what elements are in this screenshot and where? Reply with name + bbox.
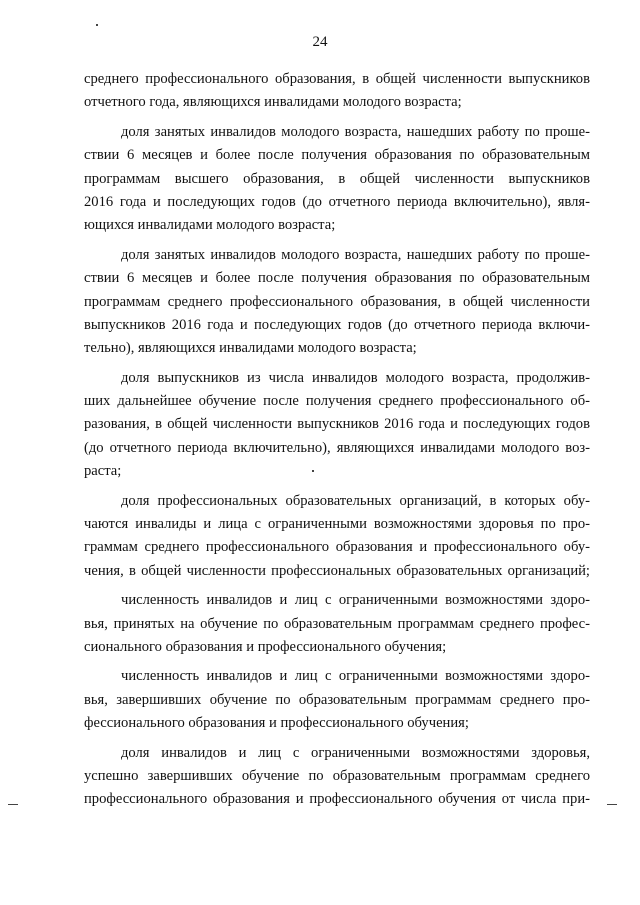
paragraph (84, 589, 590, 659)
text-line: программам высшего образования, в общей численности выпускников (84, 170, 590, 187)
text-line: отчетного года, являющихся инвалидами молодого возраста; (84, 94, 462, 111)
text-line: профессионального образования и профессионального обучения от числа при- (84, 791, 590, 808)
text-line: доля профессиональных образовательных организаций, в которых обу- (121, 492, 590, 509)
text-line: ющихся инвалидами молодого возраста; (84, 217, 336, 234)
text-line: среднего профессионального образования, в общей численности выпускников (84, 71, 590, 87)
text-line: ствии 6 месяцев и более после получения образования по образовательным (84, 270, 590, 287)
text-line: сионального образования и профессионального обучения; (84, 638, 447, 655)
text-line: разования, в общей численности выпускников 2016 года и последующих годов (84, 416, 590, 433)
text-line: фессионального образования и профессионального обучения; (84, 715, 469, 732)
scan-artifact (312, 470, 314, 472)
text-line: вья, завершивших обучение по образовательным программам среднего про- (84, 691, 590, 708)
text-line: тельно), являющихся инвалидами молодого возраста; (84, 340, 417, 357)
text-line: успешно завершивших обучение по образовательным программам среднего (84, 767, 590, 784)
text-line: численность инвалидов и лиц с ограниченными возможностями здоро- (121, 668, 590, 685)
text-line: доля инвалидов и лиц с ограниченными возможностями здоровья, (121, 744, 590, 761)
text-line: ствии 6 месяцев и более после получения образования по образовательным (84, 147, 590, 164)
text-line: чаются инвалиды и лица с ограниченными возможностями здоровья по про- (84, 516, 590, 533)
text-line: доля занятых инвалидов молодого возраста, нашедших работу по проше- (121, 246, 590, 263)
text-line: граммам среднего профессионального образования и профессионального обу- (84, 539, 590, 556)
scan-artifact (607, 804, 617, 805)
paragraph-continuation (84, 68, 590, 115)
text-line: доля занятых инвалидов молодого возраста, нашедших работу по проше- (121, 123, 590, 140)
text-line: программам среднего профессионального образования, в общей численности (84, 293, 590, 310)
text-line: численность инвалидов и лиц с ограниченными возможностями здоро- (121, 592, 590, 609)
paragraph (84, 665, 590, 735)
paragraph (84, 367, 590, 484)
text-line: раста; (84, 463, 122, 480)
paragraph (84, 490, 590, 584)
text-line: чения, в общей численности профессиональных образовательных организаций; (84, 562, 590, 579)
text-line: (до отчетного периода включительно), являющихся инвалидами молодого воз- (84, 439, 590, 456)
paragraph (84, 244, 590, 361)
text-line: выпускников 2016 года и последующих годов (до отчетного периода включи- (84, 316, 590, 333)
text-line: 2016 года и последующих годов (до отчетного периода включительно), явля- (84, 193, 590, 210)
text-line: ших дальнейшее обучение после получения среднего профессионального об- (84, 393, 590, 410)
text-line: вья, принятых на обучение по образовательным программам среднего профес- (84, 615, 590, 632)
paragraph (84, 121, 590, 238)
scan-artifact (96, 24, 98, 26)
paragraph (84, 742, 590, 812)
page-number: 24 (312, 34, 328, 50)
body-text (84, 68, 590, 818)
text-line: доля выпускников из числа инвалидов молодого возраста, продолжив- (121, 369, 590, 386)
scan-artifact (8, 804, 18, 805)
